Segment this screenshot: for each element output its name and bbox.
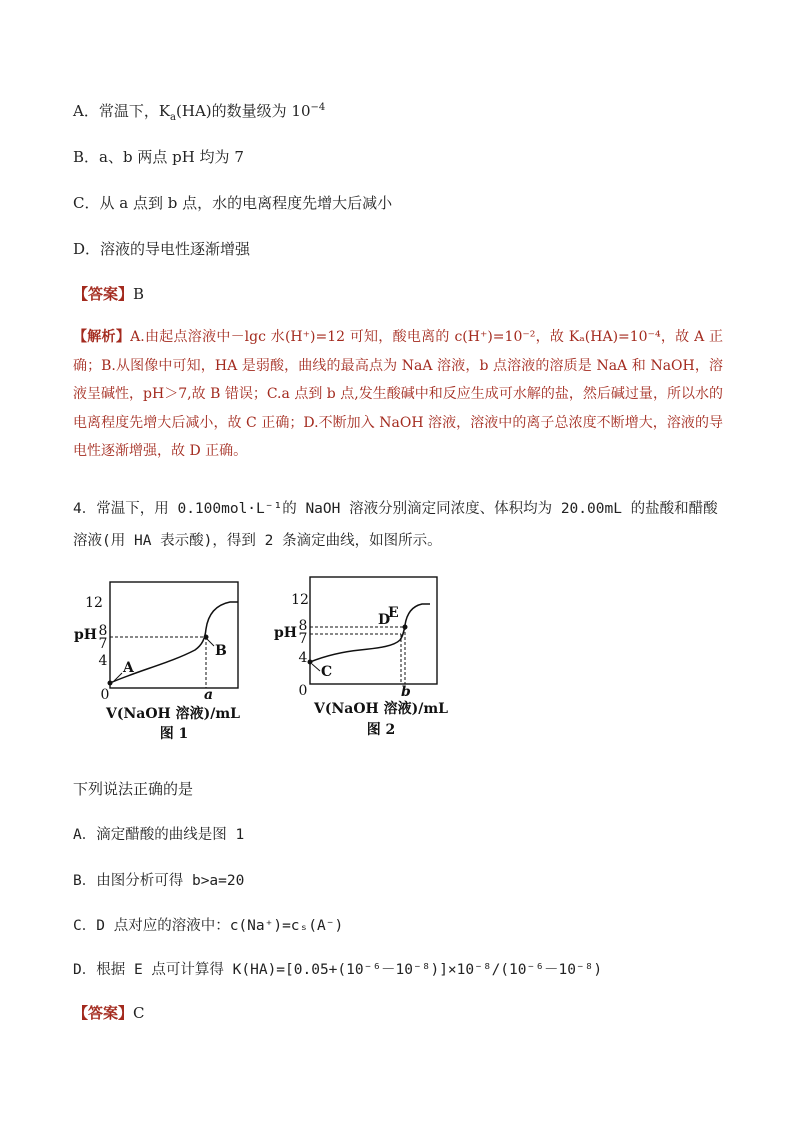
- q3-option-a: [73, 100, 325, 123]
- figure-2-label-d: D: [378, 612, 391, 628]
- figure-2-xlabel: V(NaOH 溶液)/mL: [313, 701, 449, 717]
- figure-1-ylabel: pH: [74, 627, 98, 643]
- q3-explanation: [73, 323, 723, 466]
- q4-answer-label: 【答案】: [73, 1004, 134, 1022]
- q4-option-c: C．D 点对应的溶液中：c(Na⁺)=cₛ(A⁻): [73, 918, 344, 934]
- figure-1-ytick-8: 8: [98, 623, 108, 639]
- figure-2-label-c: C: [321, 664, 333, 680]
- figure-1-label-a: A: [123, 660, 134, 676]
- figure-1-ytick-0: 0: [100, 687, 110, 703]
- q4-option-d: D．根据 E 点可计算得 K(HA)=[0.05+(10⁻⁶－10⁻⁸)]×10⁻⁸/(10⁻⁶－10⁻⁸): [73, 962, 603, 978]
- figure-1-point-a: [108, 681, 113, 686]
- q3-answer: [73, 283, 144, 304]
- q4-stem-line2: 溶液(用 HA 表示酸)，得到 2 条滴定曲线，如图所示。: [73, 533, 442, 549]
- q4-prompt: 下列说法正确的是: [73, 780, 194, 798]
- q3-option-a-text: A．常温下，K: [73, 102, 171, 120]
- figure-2-ytick-12: 12: [291, 592, 309, 608]
- q4-option-b: B．由图分析可得 b>a=20: [73, 873, 245, 889]
- figure-2-point-e: [403, 625, 408, 630]
- q3-answer-value: B: [133, 285, 145, 303]
- q3-option-a-sub: a: [170, 112, 177, 123]
- figure-2-ytick-7: 7: [298, 631, 308, 647]
- figure-2-ytick-8: 8: [298, 618, 308, 634]
- figure-2-label-e: E: [388, 605, 399, 621]
- q3-answer-label: 【答案】: [73, 285, 134, 303]
- figure-1-point-b: [204, 635, 209, 640]
- figure-2-curve: [310, 604, 430, 662]
- q3-option-c: C．从 a 点到 b 点，水的电离程度先增大后减小: [73, 194, 393, 212]
- figure-2-ytick-0: 0: [298, 683, 308, 699]
- q4-stem-line1: 4．常温下，用 0.100mol·L⁻¹的 NaOH 溶液分别滴定同浓度、体积均为 20.00mL 的盐酸和醋酸: [73, 501, 718, 517]
- figure-2-ytick-4: 4: [298, 650, 308, 666]
- figure-1-xmark: a: [204, 687, 214, 703]
- figure-2-point-c: [308, 660, 313, 665]
- figure-1-ytick-7: 7: [98, 636, 108, 652]
- figure-1: [70, 575, 260, 745]
- q3-explanation-label: 【解析】: [73, 329, 131, 345]
- figure-1-label-b: B: [215, 643, 227, 659]
- q3-explanation-text: A.由起点溶液中－lgc 水(H⁺)=12 可知，酸电离的 c(H⁺)=10⁻²，故 Kₐ(HA)=10⁻⁴，故 A 正确；B.从图像中可知，HA 是弱酸，曲线的最高点为 NaA 溶液，b 点溶液的溶质是 NaA 和 NaOH，溶液呈碱性，pH＞7,故 B 错误；C.a 点到 b 点,发生酸碱中和反应生成可水解的盐，然后碱过量，所以水的电离程度先增大后减小，故 C 正确；D.不断加入 NaOH 溶液，溶液中的离子总浓度不断增大，溶液的导电性逐渐增强，故 D 正确。: [73, 329, 723, 459]
- figure-1-ytick-12: 12: [85, 595, 103, 611]
- figure-2: [270, 570, 450, 745]
- figure-2-ylabel: pH: [274, 625, 298, 641]
- q3-option-d: D．溶液的导电性逐渐增强: [73, 240, 251, 258]
- figure-1-caption: 图 1: [159, 726, 189, 742]
- figure-1-ytick-4: 4: [98, 653, 108, 669]
- q4-option-a: A．滴定醋酸的曲线是图 1: [73, 827, 245, 843]
- q3-option-b: B．a、b 两点 pH 均为 7: [73, 148, 244, 166]
- figure-2-caption: 图 2: [366, 722, 396, 738]
- figure-2-leader-c: [312, 664, 320, 671]
- figure-2-xmark: b: [401, 684, 411, 700]
- q3-option-a-rest: (HA)的数量级为 10: [176, 102, 311, 120]
- figure-1-leader-b: [207, 639, 214, 646]
- figure-1-xlabel: V(NaOH 溶液)/mL: [105, 706, 241, 722]
- q4-answer: [73, 1002, 145, 1023]
- q3-option-a-sup: −4: [310, 102, 326, 113]
- q4-answer-value: C: [133, 1004, 145, 1022]
